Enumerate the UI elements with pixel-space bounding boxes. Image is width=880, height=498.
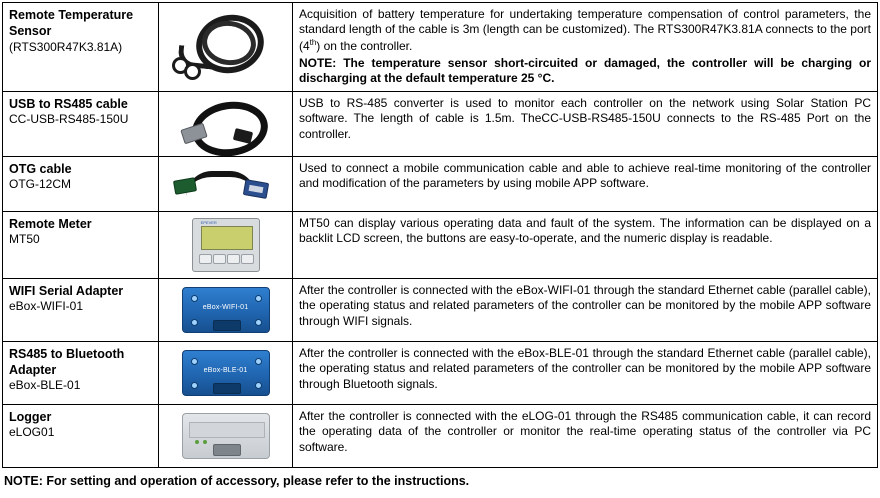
- table-row: [3, 211, 878, 278]
- description-text-part1: Acquisition of battery temperature for undertaking temperature compensation of control parameters, the standard length of the cable is 3m (length can be customized). The RTS300R47K3.81A connects to the port (4: [298, 7, 871, 53]
- accessory-model: (RTS300R47K3.81A): [9, 39, 123, 54]
- ebox-ble-01-adapter-icon: [182, 350, 270, 396]
- table-row: [3, 278, 878, 341]
- accessory-image-cell: [159, 156, 293, 211]
- description-text-part2: ) on the controller.: [316, 38, 413, 53]
- table-row: [3, 156, 878, 211]
- accessory-image-cell: [159, 3, 293, 92]
- accessory-description: USB to RS-485 converter is used to monitor each controller on the network using Solar Station PC software. The length of cable is 1.5m. TheCC-USB-RS485-150U connects to the RS-485 Port on the controller.: [298, 95, 871, 141]
- accessory-model: OTG-12CM: [9, 177, 72, 192]
- accessory-image-cell: [159, 91, 293, 156]
- accessory-description: After the controller is connected with the eBox-BLE-01 through the standard Ethernet cable (parallel cable), the operating status and related parameters of the controller can be monitored by the mobile APP software through Bluetooth signals.: [298, 345, 871, 391]
- accessories-table: [2, 2, 878, 468]
- accessory-description: [299, 7, 871, 54]
- accessory-model: CC-USB-RS485-150U: [9, 112, 129, 127]
- accessory-name-cell: [3, 91, 159, 156]
- accessory-description: After the controller is connected with the eBox-WIFI-01 through the standard Ethernet cable (parallel cable), the operating status and related parameters of the controller can be monitored by the mobile APP software through WIFI signals.: [298, 282, 871, 328]
- accessory-note: NOTE: The temperature sensor short-circuited or damaged, the controller will be charging or discharging at the default temperature 25 °C.: [298, 56, 871, 86]
- ebox-wifi-01-adapter-icon: [182, 287, 270, 333]
- otg-cable-icon: [170, 161, 282, 207]
- accessory-name: USB to RS485 cable: [9, 96, 128, 111]
- table-row: [3, 3, 878, 92]
- accessory-name: Remote Temperature Sensor: [9, 8, 134, 39]
- accessory-name: RS485 to Bluetooth Adapter: [9, 346, 125, 378]
- accessory-name-cell: [3, 404, 159, 467]
- accessories-document: [0, 2, 880, 498]
- accessory-name-cell: [3, 278, 159, 341]
- accessory-description-cell: [292, 91, 877, 156]
- accessory-name: WIFI Serial Adapter: [9, 283, 124, 298]
- accessory-name: Remote Meter: [9, 216, 92, 231]
- accessory-name-cell: [3, 341, 159, 404]
- accessory-name: Logger: [9, 409, 52, 424]
- accessory-name-cell: [3, 3, 159, 92]
- accessory-description-cell: [292, 278, 877, 341]
- accessory-name-cell: [3, 211, 159, 278]
- table-row: [3, 341, 878, 404]
- accessory-model: MT50: [9, 232, 40, 247]
- device-label: eBox-BLE-01: [203, 366, 248, 374]
- accessory-description: MT50 can display various operating data and fault of the system. The information can be displayed on a backlit LCD screen, the buttons are easy-to-operate, and the numeric display is readable.: [298, 215, 871, 246]
- accessory-description: Used to connect a mobile communication cable and able to achieve real-time monitoring of the controller and modification of the parameters by using mobile APP software.: [298, 160, 871, 191]
- description-superscript: th: [309, 37, 317, 47]
- accessory-name: OTG cable: [9, 161, 72, 176]
- accessory-description-cell: [292, 211, 877, 278]
- mt50-remote-meter-icon: EPEVER: [192, 218, 260, 272]
- accessory-description-cell: [292, 156, 877, 211]
- accessory-image-cell: [159, 404, 293, 467]
- accessory-description-cell: [292, 3, 877, 92]
- accessory-name-cell: [3, 156, 159, 211]
- accessory-model: eBox-WIFI-01: [9, 299, 84, 314]
- coiled-temperature-sensor-cable-icon: [170, 7, 282, 71]
- accessory-image-cell: [159, 278, 293, 341]
- accessory-image-cell: [159, 341, 293, 404]
- device-label: eBox-WIFI-01: [202, 303, 249, 311]
- table-row: [3, 404, 878, 467]
- accessory-model: eLOG01: [9, 425, 55, 440]
- accessory-description-cell: [292, 341, 877, 404]
- table-row: [3, 91, 878, 156]
- accessory-model: eBox-BLE-01: [9, 378, 81, 393]
- accessory-description-cell: [292, 404, 877, 467]
- footer-note: NOTE: For setting and operation of accessory, please refer to the instructions.: [4, 473, 470, 488]
- accessory-image-cell: [159, 211, 293, 278]
- elog01-logger-icon: [182, 413, 270, 459]
- accessory-description: After the controller is connected with the eLOG-01 through the RS485 communication cable, it can record the operating data of the controller or monitor the real-time operating status of the controller via PC software.: [298, 408, 871, 454]
- usb-to-rs485-cable-icon: [170, 96, 282, 152]
